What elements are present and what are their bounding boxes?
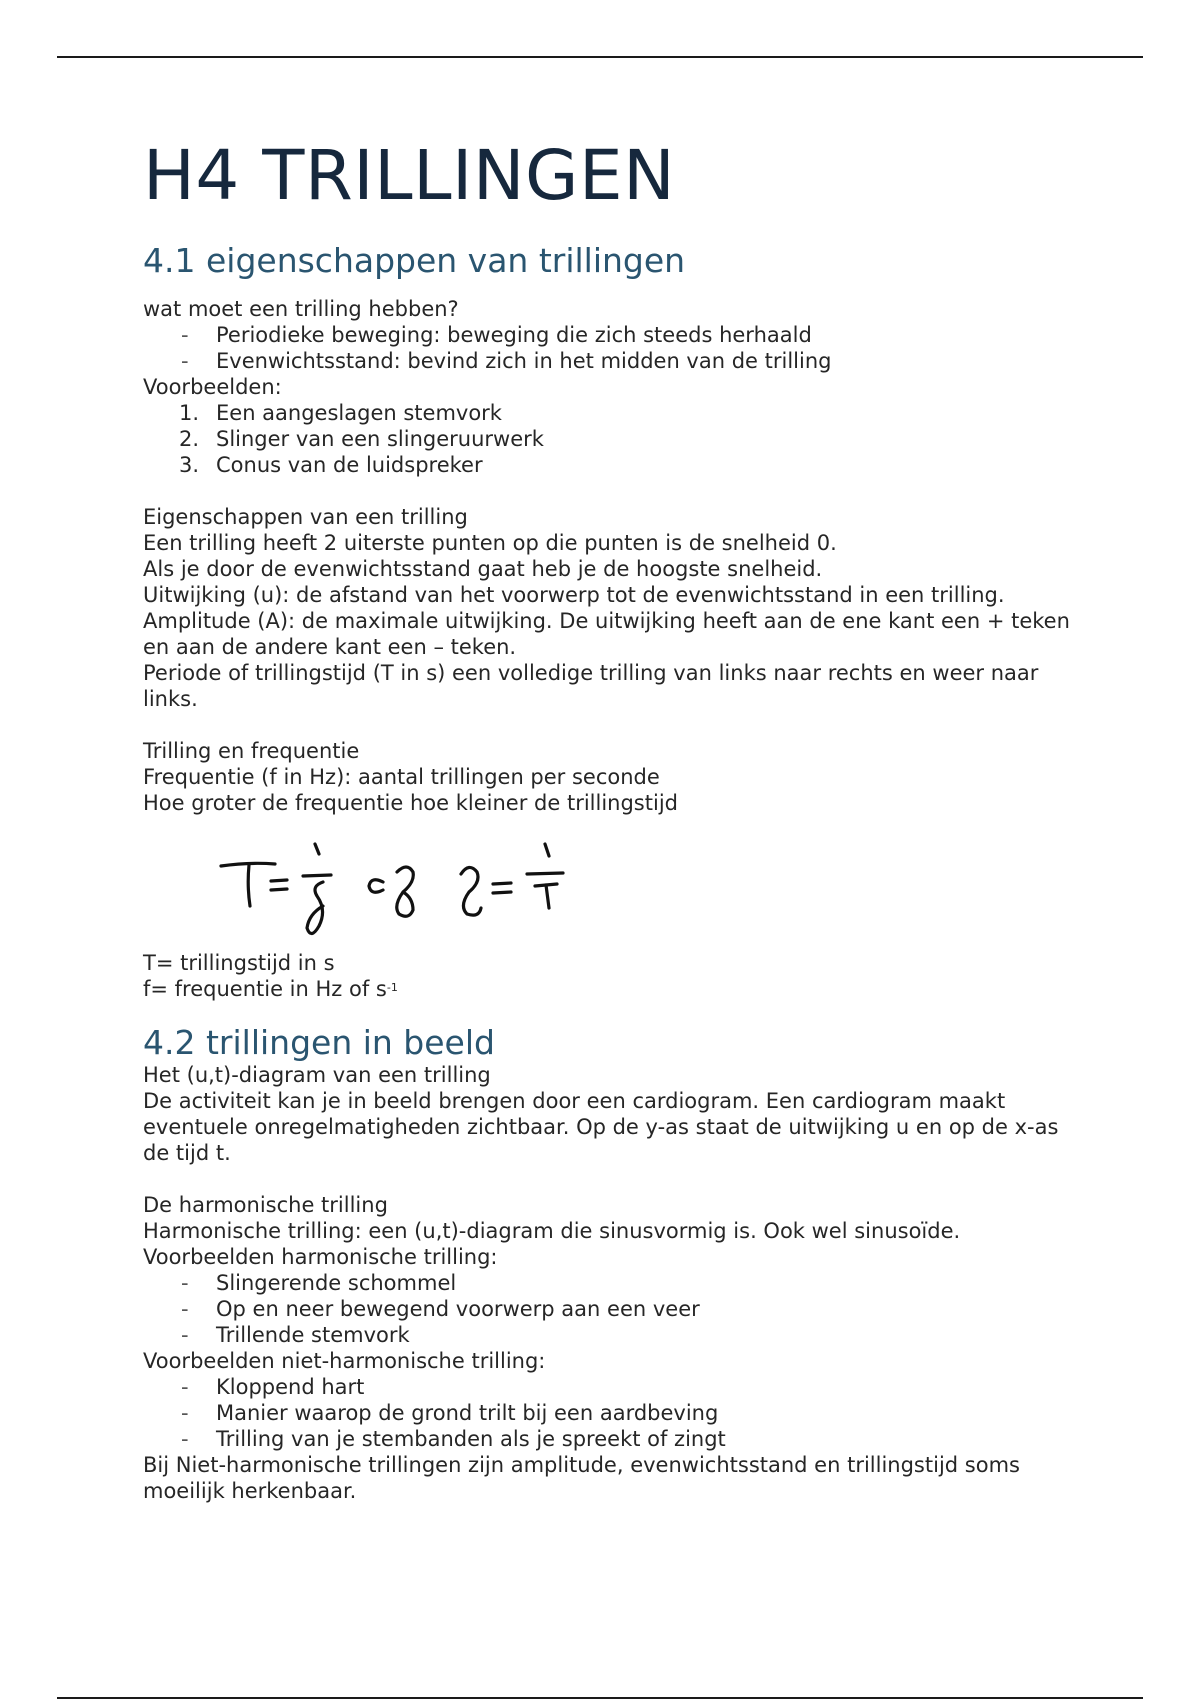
property-line: Amplitude (A): de maximale uitwijking. De uitwijking heeft aan de ene kant een + teken en aan de andere kant een – teken. — [143, 609, 1070, 659]
harmonic-examples-label: Voorbeelden harmonische trilling: — [143, 1245, 498, 1269]
list-item: - Manier waarop de grond trilt bij een aardbeving — [143, 1400, 1083, 1426]
harmonic-examples-list — [143, 1270, 1083, 1348]
property-line: Uitwijking (u): de afstand van het voorwerp tot de evenwichtsstand in een trilling. — [143, 583, 1005, 607]
bottom-rule — [57, 1697, 1143, 1699]
top-rule — [57, 56, 1143, 58]
list-item: - Periodieke beweging: beweging die zich steeds herhaald — [143, 322, 1083, 348]
harmonic-heading: De harmonische trilling — [143, 1193, 388, 1217]
list-item: - Op en neer bewegend voorwerp aan een veer — [143, 1296, 1083, 1322]
list-item: - Trilling van je stembanden als je spreekt of zingt — [143, 1426, 1083, 1452]
list-item: - Trillende stemvork — [143, 1322, 1083, 1348]
list-item — [143, 426, 1083, 452]
legend-frequentie — [143, 976, 1083, 1002]
legend-frequentie-exponent: -1 — [386, 981, 398, 994]
diagram-text: De activiteit kan je in beeld brengen door een cardiogram. Een cardiogram maakt eventuele onregelmatigheden zichtbaar. Op de y-as staat de uitwijking u en op de x-as de tijd t. — [143, 1089, 1059, 1165]
nonharmonic-examples-list — [143, 1374, 1083, 1452]
frequency-line: Hoe groter de frequentie hoe kleiner de trillingstijd — [143, 791, 678, 815]
legend-trillingstijd: T= trillingstijd in s — [143, 951, 335, 975]
list-item — [143, 452, 1083, 478]
nonharmonic-examples-label: Voorbeelden niet-harmonische trilling: — [143, 1349, 546, 1373]
list-text: Slinger van een slingeruurwerk — [216, 427, 544, 451]
list-item: - Slingerende schommel — [143, 1270, 1083, 1296]
list-number: 3. — [179, 453, 200, 477]
requirements-question: wat moet een trilling hebben? — [143, 297, 459, 321]
property-line: Een trilling heeft 2 uiterste punten op die punten is de snelheid 0. — [143, 531, 837, 555]
list-text: Conus van de luidspreker — [216, 453, 483, 477]
examples-label: Voorbeelden: — [143, 375, 282, 399]
property-line: Periode of trillingstijd (T in s) een volledige trilling van links naar rechts en weer naar links. — [143, 661, 1039, 711]
list-number: 1. — [179, 401, 200, 425]
frequency-heading: Trilling en frequentie — [143, 739, 360, 763]
handwritten-formula — [143, 826, 1083, 950]
frequency-line: Frequentie (f in Hz): aantal trillingen per seconde — [143, 765, 660, 789]
property-line: Als je door de evenwichtsstand gaat heb je de hoogste snelheid. — [143, 557, 823, 581]
legend-frequentie-text: f= frequentie in Hz of s — [143, 977, 387, 1001]
diagram-heading: Het (u,t)-diagram van een trilling — [143, 1063, 491, 1087]
list-text: Een aangeslagen stemvork — [216, 401, 502, 425]
requirements-list — [143, 322, 1083, 374]
list-item: - Evenwichtsstand: bevind zich in het midden van de trilling — [143, 348, 1083, 374]
page-title: H4 TRILLINGEN — [143, 136, 676, 216]
list-item: - Kloppend hart — [143, 1374, 1083, 1400]
properties-heading: Eigenschappen van een trilling — [143, 505, 468, 529]
list-item — [143, 400, 1083, 426]
document-body — [143, 128, 1083, 1504]
harmonic-definition: Harmonische trilling: een (u,t)-diagram die sinusvormig is. Ook wel sinusoïde. — [143, 1219, 961, 1243]
section-heading-4-2: 4.2 trillingen in beeld — [143, 1023, 495, 1062]
handwritten-formula-drawing — [219, 826, 639, 950]
section-heading-4-1: 4.1 eigenschappen van trillingen — [143, 241, 686, 280]
list-number: 2. — [179, 427, 200, 451]
closing-text: Bij Niet-harmonische trillingen zijn amplitude, evenwichtsstand en trillingstijd soms moeilijk herkenbaar. — [143, 1453, 1020, 1503]
examples-list — [143, 400, 1083, 478]
